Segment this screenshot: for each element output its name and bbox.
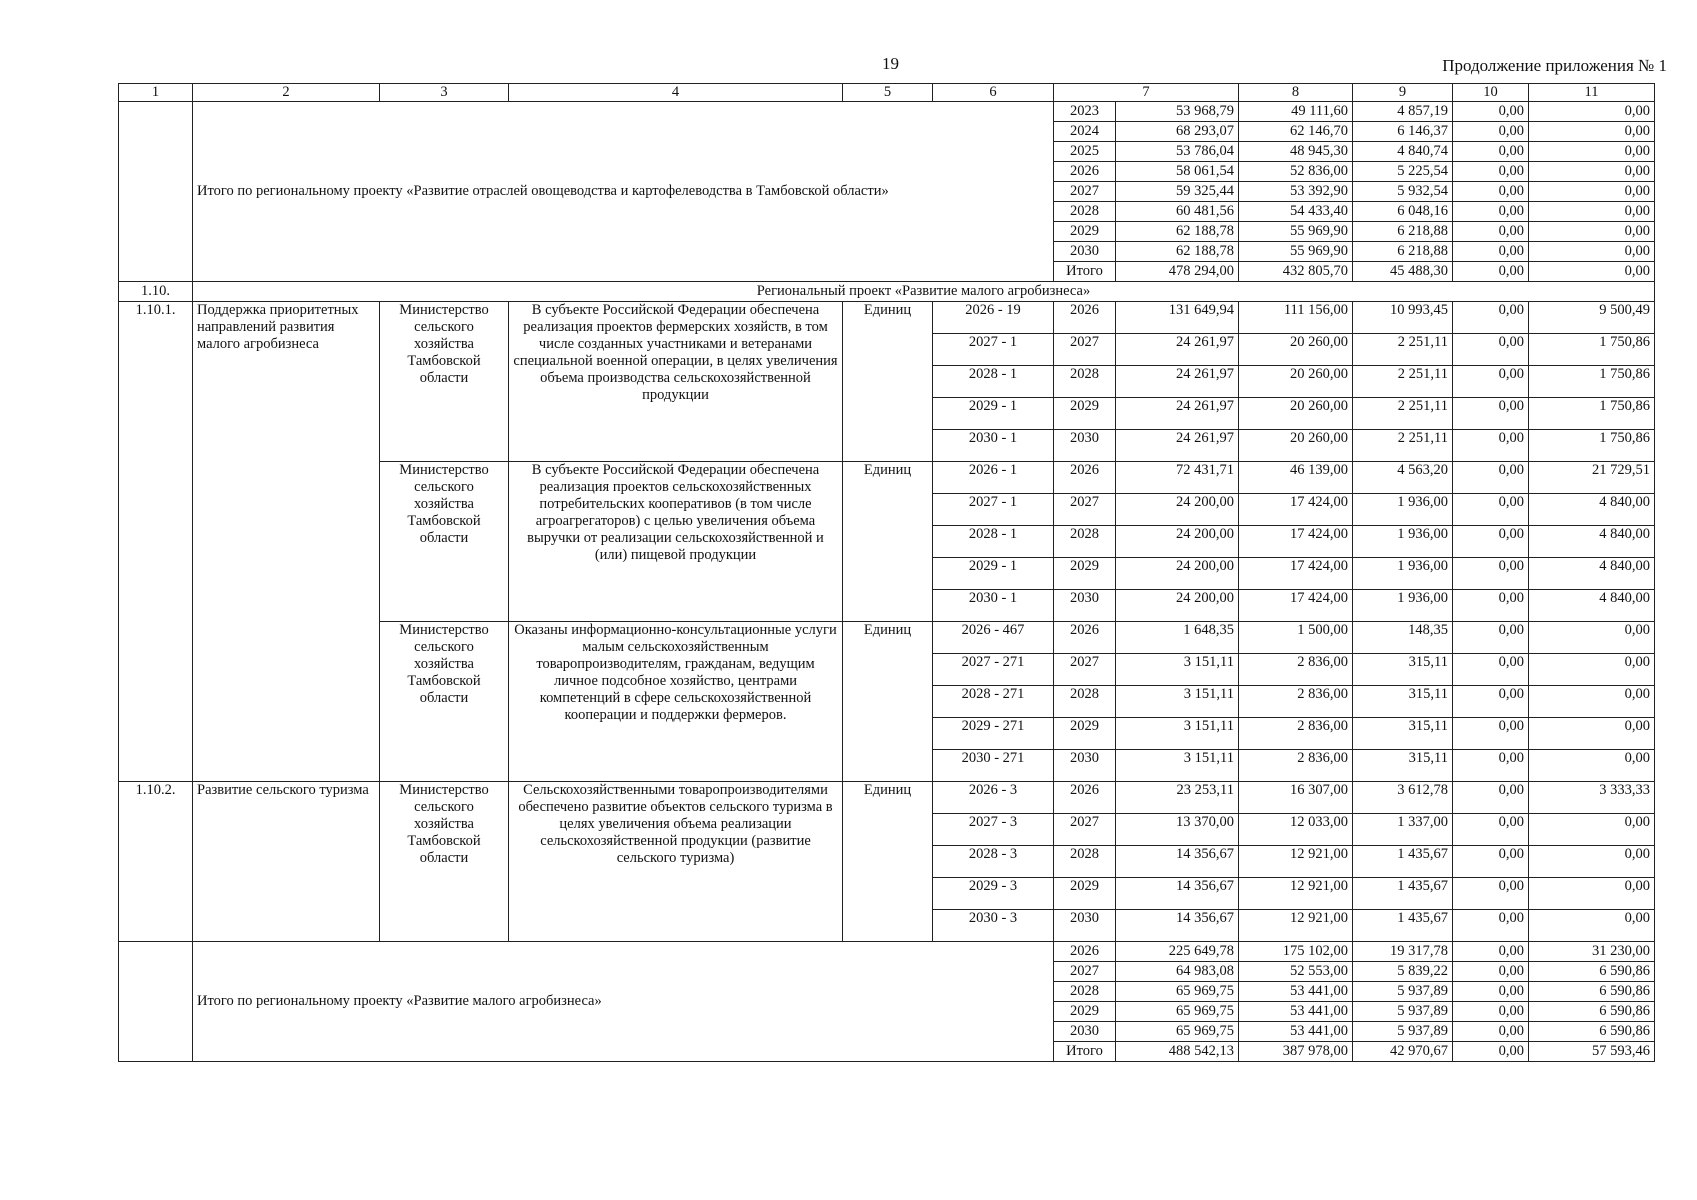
- amount-cell: 175 102,00: [1239, 942, 1353, 962]
- amount-cell: 5 839,22: [1353, 962, 1453, 982]
- amount-cell: 23 253,11: [1116, 782, 1239, 814]
- unit-cell: Единиц: [843, 622, 933, 782]
- amount-cell: 0,00: [1453, 622, 1529, 654]
- item-name: Поддержка приоритетных направлений развития малого агробизнеса: [193, 302, 380, 782]
- amount-cell: 1 936,00: [1353, 558, 1453, 590]
- amount-cell: 24 200,00: [1116, 558, 1239, 590]
- amount-cell: 14 356,67: [1116, 846, 1239, 878]
- amount-cell: 24 200,00: [1116, 494, 1239, 526]
- amount-cell: 0,00: [1529, 142, 1655, 162]
- amount-cell: 5 937,89: [1353, 1002, 1453, 1022]
- target-cell: 2026 - 19: [933, 302, 1054, 334]
- amount-cell: 62 188,78: [1116, 222, 1239, 242]
- year-cell: 2027: [1054, 962, 1116, 982]
- amount-cell: 1 750,86: [1529, 430, 1655, 462]
- amount-cell: 0,00: [1453, 750, 1529, 782]
- amount-cell: 65 969,75: [1116, 982, 1239, 1002]
- amount-cell: 0,00: [1529, 222, 1655, 242]
- amount-cell: 13 370,00: [1116, 814, 1239, 846]
- year-cell: 2028: [1054, 846, 1116, 878]
- amount-cell: 17 424,00: [1239, 526, 1353, 558]
- column-header-4: 4: [509, 84, 843, 102]
- amount-cell: 4 840,00: [1529, 494, 1655, 526]
- year-cell: 2026: [1054, 782, 1116, 814]
- amount-cell: 62 188,78: [1116, 242, 1239, 262]
- amount-cell: 6 590,86: [1529, 962, 1655, 982]
- amount-cell: 0,00: [1529, 122, 1655, 142]
- org-cell: Министерство сельского хозяйства Тамбовской области: [380, 462, 509, 622]
- section-num: 1.10.: [119, 282, 193, 302]
- year-cell: 2024: [1054, 122, 1116, 142]
- amount-cell: 3 151,11: [1116, 750, 1239, 782]
- amount-cell: 14 356,67: [1116, 878, 1239, 910]
- amount-cell: 0,00: [1453, 122, 1529, 142]
- unit-cell: Единиц: [843, 782, 933, 942]
- amount-cell: 31 230,00: [1529, 942, 1655, 962]
- amount-cell: 1 648,35: [1116, 622, 1239, 654]
- column-header-6: 6: [933, 84, 1054, 102]
- amount-cell: 148,35: [1353, 622, 1453, 654]
- year-cell: 2026: [1054, 622, 1116, 654]
- total-num-cell: [119, 942, 193, 1062]
- year-cell: 2025: [1054, 142, 1116, 162]
- continuation-note: Продолжение приложения № 1: [1442, 56, 1667, 75]
- data-row: [119, 782, 1655, 814]
- amount-cell: 64 983,08: [1116, 962, 1239, 982]
- amount-cell: 20 260,00: [1239, 398, 1353, 430]
- amount-cell: 42 970,67: [1353, 1042, 1453, 1062]
- amount-cell: 2 251,11: [1353, 398, 1453, 430]
- target-cell: 2028 - 3: [933, 846, 1054, 878]
- amount-cell: 46 139,00: [1239, 462, 1353, 494]
- amount-cell: 5 225,54: [1353, 162, 1453, 182]
- target-cell: 2028 - 271: [933, 686, 1054, 718]
- amount-cell: 4 840,00: [1529, 558, 1655, 590]
- amount-cell: 1 936,00: [1353, 590, 1453, 622]
- amount-cell: 1 750,86: [1529, 334, 1655, 366]
- amount-cell: 0,00: [1529, 910, 1655, 942]
- year-cell: 2029: [1054, 558, 1116, 590]
- amount-cell: 6 146,37: [1353, 122, 1453, 142]
- amount-cell: 17 424,00: [1239, 494, 1353, 526]
- amount-cell: 0,00: [1529, 686, 1655, 718]
- amount-cell: 1 750,86: [1529, 366, 1655, 398]
- amount-cell: 16 307,00: [1239, 782, 1353, 814]
- result-cell: Оказаны информационно-консультационные услуги малым сельскохозяйственным товаропроизводителям, гражданам, ведущим личное подсобное хозяйство, центрами компетенций в сфере сельскохозяйственной кооперации и поддержки фермеров.: [509, 622, 843, 782]
- amount-cell: 2 251,11: [1353, 366, 1453, 398]
- amount-cell: 0,00: [1453, 366, 1529, 398]
- amount-cell: 72 431,71: [1116, 462, 1239, 494]
- target-cell: 2027 - 1: [933, 334, 1054, 366]
- year-cell: 2030: [1054, 910, 1116, 942]
- amount-cell: 53 441,00: [1239, 982, 1353, 1002]
- amount-cell: 131 649,94: [1116, 302, 1239, 334]
- year-cell: 2026: [1054, 462, 1116, 494]
- year-cell: 2028: [1054, 526, 1116, 558]
- amount-cell: 0,00: [1453, 430, 1529, 462]
- year-cell: 2029: [1054, 398, 1116, 430]
- amount-cell: 315,11: [1353, 718, 1453, 750]
- amount-cell: 4 840,74: [1353, 142, 1453, 162]
- amount-cell: 49 111,60: [1239, 102, 1353, 122]
- amount-cell: 12 921,00: [1239, 846, 1353, 878]
- column-header-3: 3: [380, 84, 509, 102]
- amount-cell: 6 590,86: [1529, 1022, 1655, 1042]
- amount-cell: 0,00: [1453, 222, 1529, 242]
- amount-cell: 10 993,45: [1353, 302, 1453, 334]
- target-cell: 2026 - 3: [933, 782, 1054, 814]
- org-cell: Министерство сельского хозяйства Тамбовской области: [380, 302, 509, 462]
- amount-cell: 0,00: [1529, 878, 1655, 910]
- target-cell: 2029 - 3: [933, 878, 1054, 910]
- target-cell: 2030 - 3: [933, 910, 1054, 942]
- amount-cell: 0,00: [1529, 750, 1655, 782]
- year-cell: 2029: [1054, 718, 1116, 750]
- amount-cell: 0,00: [1453, 182, 1529, 202]
- amount-cell: 17 424,00: [1239, 558, 1353, 590]
- amount-cell: 0,00: [1453, 686, 1529, 718]
- total-row: [119, 102, 1655, 122]
- column-header-11: 11: [1529, 84, 1655, 102]
- amount-cell: 432 805,70: [1239, 262, 1353, 282]
- amount-cell: 2 836,00: [1239, 686, 1353, 718]
- year-cell: 2027: [1054, 654, 1116, 686]
- target-cell: 2030 - 1: [933, 430, 1054, 462]
- amount-cell: 1 936,00: [1353, 526, 1453, 558]
- amount-cell: 0,00: [1453, 718, 1529, 750]
- target-cell: 2026 - 467: [933, 622, 1054, 654]
- year-cell: 2029: [1054, 222, 1116, 242]
- amount-cell: 2 836,00: [1239, 654, 1353, 686]
- year-cell: 2027: [1054, 814, 1116, 846]
- year-cell: 2030: [1054, 750, 1116, 782]
- column-header-10: 10: [1453, 84, 1529, 102]
- page-number: 19: [882, 54, 899, 73]
- amount-cell: 0,00: [1453, 962, 1529, 982]
- column-header-9: 9: [1353, 84, 1453, 102]
- amount-cell: 0,00: [1529, 846, 1655, 878]
- amount-cell: 1 936,00: [1353, 494, 1453, 526]
- amount-cell: 0,00: [1529, 182, 1655, 202]
- amount-cell: 20 260,00: [1239, 430, 1353, 462]
- amount-cell: 0,00: [1453, 1042, 1529, 1062]
- amount-cell: 1 435,67: [1353, 878, 1453, 910]
- target-cell: 2029 - 1: [933, 398, 1054, 430]
- amount-cell: 6 048,16: [1353, 202, 1453, 222]
- result-cell: В субъекте Российской Федерации обеспечена реализация проектов фермерских хозяйств, в том числе созданных участниками и ветеранами специальной военной операции, в целях увеличения объема производства сельскохозяйственной продукции: [509, 302, 843, 462]
- target-cell: 2030 - 1: [933, 590, 1054, 622]
- amount-cell: 45 488,30: [1353, 262, 1453, 282]
- amount-cell: 4 840,00: [1529, 590, 1655, 622]
- amount-cell: 12 033,00: [1239, 814, 1353, 846]
- data-row: [119, 302, 1655, 334]
- year-cell: 2028: [1054, 366, 1116, 398]
- amount-cell: 0,00: [1453, 590, 1529, 622]
- amount-cell: 1 337,00: [1353, 814, 1453, 846]
- amount-cell: 52 836,00: [1239, 162, 1353, 182]
- target-cell: 2027 - 1: [933, 494, 1054, 526]
- amount-cell: 21 729,51: [1529, 462, 1655, 494]
- amount-cell: 0,00: [1529, 242, 1655, 262]
- amount-cell: 0,00: [1453, 910, 1529, 942]
- amount-cell: 0,00: [1529, 814, 1655, 846]
- year-cell: 2030: [1054, 242, 1116, 262]
- amount-cell: 24 200,00: [1116, 590, 1239, 622]
- amount-cell: 0,00: [1529, 622, 1655, 654]
- amount-cell: 59 325,44: [1116, 182, 1239, 202]
- amount-cell: 0,00: [1453, 302, 1529, 334]
- amount-cell: 24 261,97: [1116, 366, 1239, 398]
- amount-cell: 0,00: [1453, 846, 1529, 878]
- amount-cell: 0,00: [1453, 494, 1529, 526]
- amount-cell: 1 435,67: [1353, 910, 1453, 942]
- column-header-5: 5: [843, 84, 933, 102]
- amount-cell: 0,00: [1453, 1022, 1529, 1042]
- amount-cell: 315,11: [1353, 750, 1453, 782]
- amount-cell: 0,00: [1453, 398, 1529, 430]
- amount-cell: 62 146,70: [1239, 122, 1353, 142]
- amount-cell: 0,00: [1453, 814, 1529, 846]
- amount-cell: 6 590,86: [1529, 1002, 1655, 1022]
- amount-cell: 5 937,89: [1353, 1022, 1453, 1042]
- amount-cell: 55 969,90: [1239, 222, 1353, 242]
- amount-cell: 0,00: [1453, 878, 1529, 910]
- amount-cell: 0,00: [1453, 942, 1529, 962]
- amount-cell: 14 356,67: [1116, 910, 1239, 942]
- year-cell: 2029: [1054, 878, 1116, 910]
- year-cell: 2028: [1054, 202, 1116, 222]
- year-cell: 2026: [1054, 162, 1116, 182]
- year-cell: 2027: [1054, 494, 1116, 526]
- amount-cell: 315,11: [1353, 686, 1453, 718]
- target-cell: 2026 - 1: [933, 462, 1054, 494]
- org-cell: Министерство сельского хозяйства Тамбовской области: [380, 782, 509, 942]
- amount-cell: 4 857,19: [1353, 102, 1453, 122]
- amount-cell: 0,00: [1529, 202, 1655, 222]
- amount-cell: 52 553,00: [1239, 962, 1353, 982]
- amount-cell: 9 500,49: [1529, 302, 1655, 334]
- year-cell: 2030: [1054, 430, 1116, 462]
- amount-cell: 20 260,00: [1239, 334, 1353, 366]
- amount-cell: 2 251,11: [1353, 430, 1453, 462]
- amount-cell: 0,00: [1453, 782, 1529, 814]
- year-cell: Итого: [1054, 1042, 1116, 1062]
- amount-cell: 24 261,97: [1116, 430, 1239, 462]
- year-cell: 2028: [1054, 686, 1116, 718]
- column-header-2: 2: [193, 84, 380, 102]
- amount-cell: 5 937,89: [1353, 982, 1453, 1002]
- amount-cell: 24 261,97: [1116, 334, 1239, 366]
- amount-cell: 24 200,00: [1116, 526, 1239, 558]
- header-row: [119, 84, 1655, 102]
- amount-cell: 0,00: [1529, 262, 1655, 282]
- amount-cell: 68 293,07: [1116, 122, 1239, 142]
- amount-cell: 0,00: [1453, 462, 1529, 494]
- year-cell: Итого: [1054, 262, 1116, 282]
- amount-cell: 0,00: [1529, 162, 1655, 182]
- year-cell: 2026: [1054, 302, 1116, 334]
- year-cell: 2030: [1054, 590, 1116, 622]
- amount-cell: 2 836,00: [1239, 750, 1353, 782]
- amount-cell: 2 836,00: [1239, 718, 1353, 750]
- amount-cell: 24 261,97: [1116, 398, 1239, 430]
- amount-cell: 53 441,00: [1239, 1022, 1353, 1042]
- amount-cell: 4 563,20: [1353, 462, 1453, 494]
- amount-cell: 6 590,86: [1529, 982, 1655, 1002]
- amount-cell: 55 969,90: [1239, 242, 1353, 262]
- year-cell: 2029: [1054, 1002, 1116, 1022]
- amount-cell: 0,00: [1529, 102, 1655, 122]
- item-num: 1.10.2.: [119, 782, 193, 942]
- amount-cell: 6 218,88: [1353, 222, 1453, 242]
- unit-cell: Единиц: [843, 302, 933, 462]
- amount-cell: 3 333,33: [1529, 782, 1655, 814]
- amount-cell: 12 921,00: [1239, 910, 1353, 942]
- amount-cell: 0,00: [1453, 262, 1529, 282]
- item-num: 1.10.1.: [119, 302, 193, 782]
- target-cell: 2028 - 1: [933, 366, 1054, 398]
- total-row: [119, 942, 1655, 962]
- year-cell: 2027: [1054, 334, 1116, 366]
- amount-cell: 0,00: [1453, 162, 1529, 182]
- amount-cell: 60 481,56: [1116, 202, 1239, 222]
- section-row: [119, 282, 1655, 302]
- amount-cell: 315,11: [1353, 654, 1453, 686]
- section-title: Региональный проект «Развитие малого агробизнеса»: [193, 282, 1655, 302]
- total-num-cell: [119, 102, 193, 282]
- amount-cell: 0,00: [1453, 1002, 1529, 1022]
- amount-cell: 53 392,90: [1239, 182, 1353, 202]
- total-label: Итого по региональному проекту «Развитие малого агробизнеса»: [193, 942, 1054, 1062]
- amount-cell: 20 260,00: [1239, 366, 1353, 398]
- year-cell: 2028: [1054, 982, 1116, 1002]
- budget-table: [118, 83, 1655, 1062]
- amount-cell: 58 061,54: [1116, 162, 1239, 182]
- column-header-7: 7: [1054, 84, 1239, 102]
- amount-cell: 111 156,00: [1239, 302, 1353, 334]
- amount-cell: 3 151,11: [1116, 654, 1239, 686]
- amount-cell: 17 424,00: [1239, 590, 1353, 622]
- result-cell: Сельскохозяйственными товаропроизводителями обеспечено развитие объектов сельского туризма в целях увеличения объема реализации сельскохозяйственной продукции (развитие сельского туризма): [509, 782, 843, 942]
- amount-cell: 2 251,11: [1353, 334, 1453, 366]
- column-header-8: 8: [1239, 84, 1353, 102]
- amount-cell: 0,00: [1453, 526, 1529, 558]
- result-cell: В субъекте Российской Федерации обеспечена реализация проектов сельскохозяйственных потребительских кооперативов (в том числе агроагрегаторов) с целью увеличения объема выручки от реализации сельскохозяйственной и (или) пищевой продукции: [509, 462, 843, 622]
- year-cell: 2027: [1054, 182, 1116, 202]
- target-cell: 2027 - 271: [933, 654, 1054, 686]
- amount-cell: 3 151,11: [1116, 718, 1239, 750]
- amount-cell: 19 317,78: [1353, 942, 1453, 962]
- amount-cell: 1 435,67: [1353, 846, 1453, 878]
- amount-cell: 54 433,40: [1239, 202, 1353, 222]
- year-cell: 2026: [1054, 942, 1116, 962]
- amount-cell: 387 978,00: [1239, 1042, 1353, 1062]
- amount-cell: 0,00: [1453, 982, 1529, 1002]
- amount-cell: 0,00: [1529, 654, 1655, 686]
- amount-cell: 65 969,75: [1116, 1002, 1239, 1022]
- amount-cell: 65 969,75: [1116, 1022, 1239, 1042]
- item-name: Развитие сельского туризма: [193, 782, 380, 942]
- target-cell: 2027 - 3: [933, 814, 1054, 846]
- amount-cell: 3 612,78: [1353, 782, 1453, 814]
- amount-cell: 0,00: [1453, 334, 1529, 366]
- amount-cell: 0,00: [1453, 142, 1529, 162]
- column-header-1: 1: [119, 84, 193, 102]
- unit-cell: Единиц: [843, 462, 933, 622]
- amount-cell: 1 500,00: [1239, 622, 1353, 654]
- amount-cell: 0,00: [1453, 102, 1529, 122]
- amount-cell: 5 932,54: [1353, 182, 1453, 202]
- target-cell: 2029 - 1: [933, 558, 1054, 590]
- amount-cell: 6 218,88: [1353, 242, 1453, 262]
- amount-cell: 53 968,79: [1116, 102, 1239, 122]
- amount-cell: 48 945,30: [1239, 142, 1353, 162]
- amount-cell: 4 840,00: [1529, 526, 1655, 558]
- target-cell: 2029 - 271: [933, 718, 1054, 750]
- amount-cell: 488 542,13: [1116, 1042, 1239, 1062]
- amount-cell: 3 151,11: [1116, 686, 1239, 718]
- amount-cell: 53 786,04: [1116, 142, 1239, 162]
- amount-cell: 0,00: [1453, 202, 1529, 222]
- amount-cell: 0,00: [1453, 558, 1529, 590]
- total-label: Итого по региональному проекту «Развитие отраслей овощеводства и картофелеводства в Тамбовской области»: [193, 102, 1054, 282]
- amount-cell: 0,00: [1453, 654, 1529, 686]
- amount-cell: 1 750,86: [1529, 398, 1655, 430]
- target-cell: 2030 - 271: [933, 750, 1054, 782]
- year-cell: 2030: [1054, 1022, 1116, 1042]
- amount-cell: 225 649,78: [1116, 942, 1239, 962]
- amount-cell: 0,00: [1453, 242, 1529, 262]
- amount-cell: 12 921,00: [1239, 878, 1353, 910]
- year-cell: 2023: [1054, 102, 1116, 122]
- org-cell: Министерство сельского хозяйства Тамбовской области: [380, 622, 509, 782]
- amount-cell: 478 294,00: [1116, 262, 1239, 282]
- target-cell: 2028 - 1: [933, 526, 1054, 558]
- amount-cell: 53 441,00: [1239, 1002, 1353, 1022]
- amount-cell: 57 593,46: [1529, 1042, 1655, 1062]
- amount-cell: 0,00: [1529, 718, 1655, 750]
